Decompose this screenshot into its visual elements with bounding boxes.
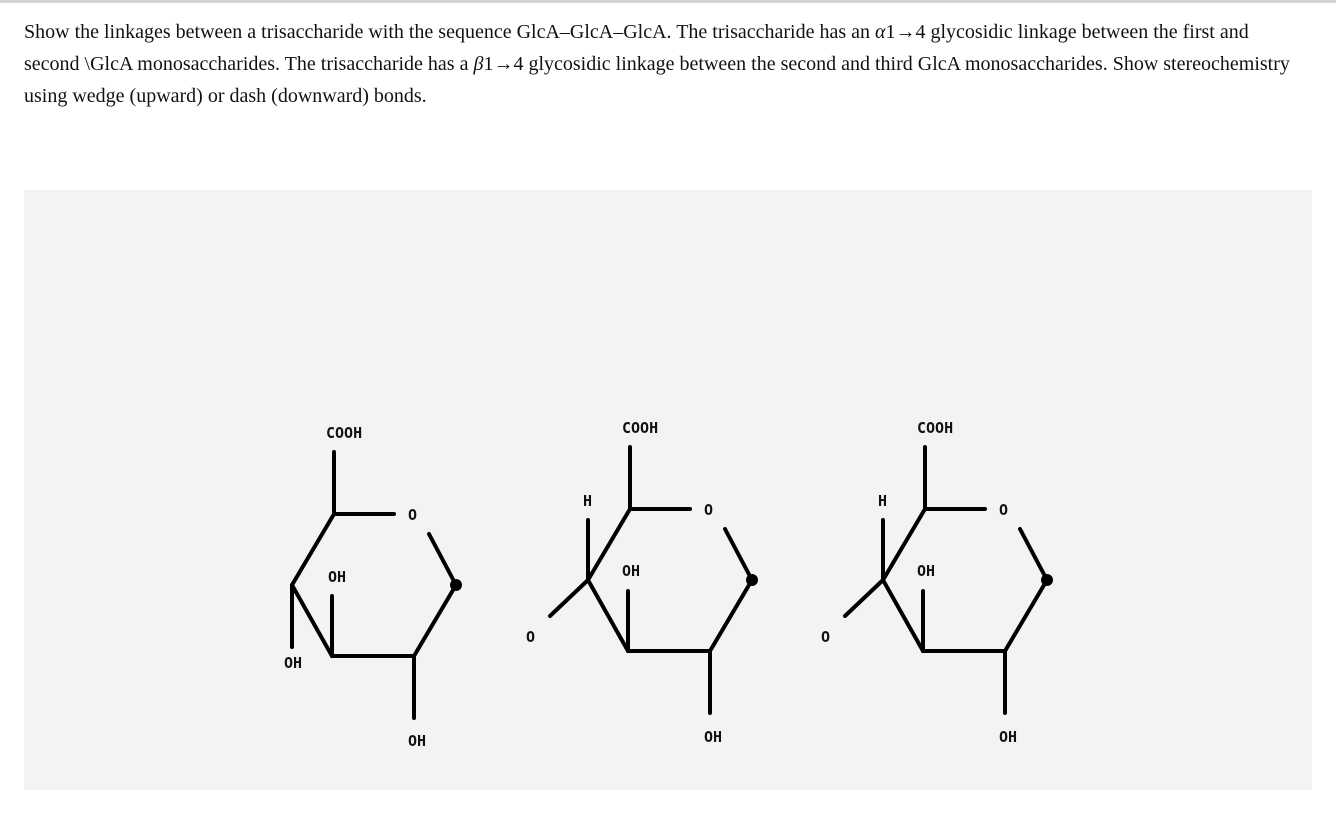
link-oxygen-label-3: O — [821, 628, 831, 646]
oh-label-c4-1: OH — [284, 654, 303, 672]
oh-label-c2-2: OH — [704, 728, 723, 746]
monosaccharide-1[interactable] — [284, 424, 462, 750]
question-text — [24, 16, 1304, 112]
bond-c4-link-o-2[interactable] — [550, 580, 588, 616]
h-label-c4-2: H — [583, 492, 593, 510]
cooh-label-2: COOH — [622, 419, 659, 437]
question-part-1: Show the linkages between a trisaccharide with the sequence GlcA–GlcA–GlcA. The trisaccharide has an — [24, 21, 875, 43]
anomeric-dot-1[interactable] — [450, 579, 462, 591]
structure-drawing — [24, 190, 1312, 790]
monosaccharide-3[interactable] — [821, 419, 1053, 746]
oh-label-c3-3: OH — [917, 562, 936, 580]
bond-o-c1-1[interactable] — [429, 534, 456, 585]
bond-c3-c4-3[interactable] — [883, 580, 923, 651]
ring-oxygen-label-3: O — [999, 501, 1009, 519]
bond-c3-c4-1[interactable] — [292, 585, 332, 656]
question-part-3: 1→4 glycosidic linkage between the second and third GlcA monosaccharides. Show stereochemistry using wedge (upward) or dash (downward) bonds. — [24, 53, 1290, 107]
anomeric-dot-2[interactable] — [746, 574, 758, 586]
monosaccharide-2[interactable] — [526, 419, 758, 746]
ring-oxygen-label-2: O — [704, 501, 714, 519]
top-divider — [0, 0, 1336, 3]
h-label-c4-3: H — [878, 492, 888, 510]
bond-c1-c2-1[interactable] — [414, 585, 456, 656]
alpha-symbol: α — [875, 21, 886, 43]
bond-o-c1-3[interactable] — [1020, 529, 1047, 580]
cooh-label-3: COOH — [917, 419, 954, 437]
beta-symbol: β — [473, 53, 484, 75]
oh-label-c3-1: OH — [328, 568, 347, 586]
bond-o-c1-2[interactable] — [725, 529, 752, 580]
oh-label-c2-1: OH — [408, 732, 427, 750]
anomeric-dot-3[interactable] — [1041, 574, 1053, 586]
ring-oxygen-label-1: O — [408, 506, 418, 524]
bond-c3-c4-2[interactable] — [588, 580, 628, 651]
question-part-2: 1→4 glycosidic linkage between the first and second \GlcA monosaccharides. The trisaccharide has a — [24, 21, 1249, 75]
bond-c4-link-o-3[interactable] — [845, 580, 883, 616]
bond-c1-c2-3[interactable] — [1005, 580, 1047, 651]
cooh-label-1: COOH — [326, 424, 363, 442]
drawing-canvas[interactable] — [24, 190, 1312, 790]
oh-label-c2-3: OH — [999, 728, 1018, 746]
bond-c1-c2-2[interactable] — [710, 580, 752, 651]
link-oxygen-label-2: O — [526, 628, 536, 646]
oh-label-c3-2: OH — [622, 562, 641, 580]
